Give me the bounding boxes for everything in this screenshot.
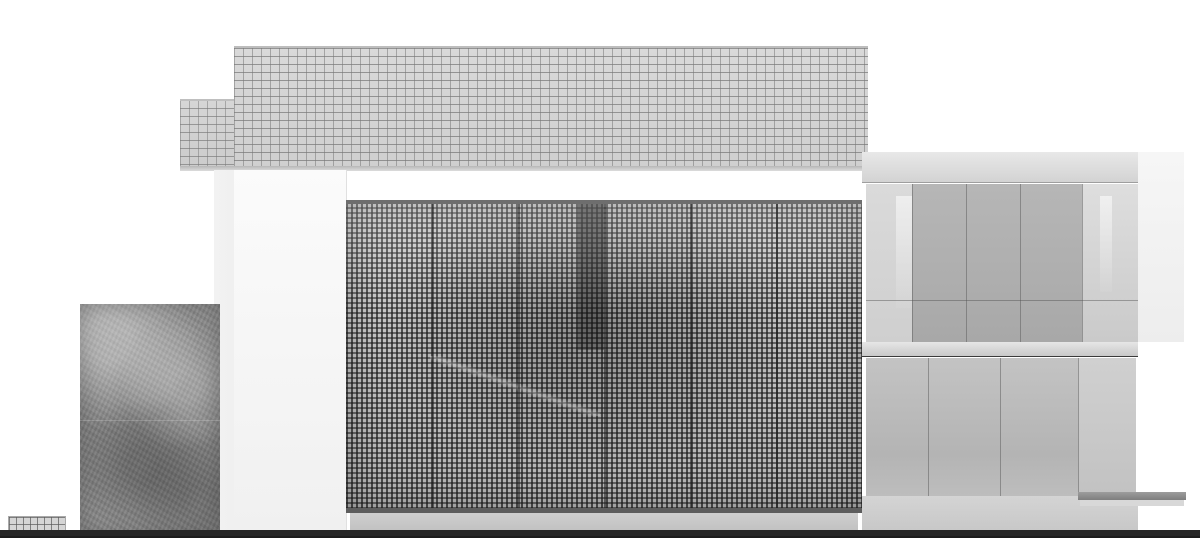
lower-glass-mullion-3	[1078, 358, 1079, 496]
upper-glass-mullion-3	[1020, 184, 1021, 342]
screen-reflection-streak	[430, 356, 600, 416]
screen-mullion-3	[604, 202, 606, 512]
roof-step-top-edge	[180, 99, 234, 101]
lower-glass-mullion-2	[1000, 358, 1001, 496]
ground-fill	[0, 538, 1200, 548]
lower-glass-mullion-1	[928, 358, 929, 496]
upper-glass-mullion-2	[966, 184, 967, 342]
right-volume-lower-glazing-panel-right	[1078, 358, 1136, 496]
screen-mullion-2	[518, 202, 520, 512]
stone-panel-seam	[80, 420, 220, 421]
screen-mullion-1	[432, 202, 434, 512]
upper-glass-mullion-4	[1082, 184, 1083, 342]
screen-mullion-4	[690, 202, 692, 512]
right-volume-lower-glazing	[866, 358, 1078, 496]
screen-dark-reveal	[578, 202, 604, 350]
right-volume-end-wall	[1138, 152, 1184, 342]
upper-glass-highlight-2	[1100, 196, 1112, 292]
entry-canopy	[1078, 492, 1186, 500]
right-volume-floor-slab	[862, 342, 1138, 357]
upper-glass-highlight-1	[896, 196, 912, 308]
entry-canopy-soffit	[1080, 500, 1184, 506]
roof-notch	[180, 46, 234, 102]
screen-top-rail	[346, 200, 862, 204]
roof-upper-slab	[180, 48, 868, 169]
roof-step-return	[180, 100, 234, 168]
white-wall-face	[234, 170, 346, 536]
upper-glass-transom	[866, 300, 1138, 301]
screen-mullion-5	[776, 202, 778, 512]
right-volume-roof-slab	[862, 152, 1184, 183]
upper-glass-mullion-1	[912, 184, 913, 342]
